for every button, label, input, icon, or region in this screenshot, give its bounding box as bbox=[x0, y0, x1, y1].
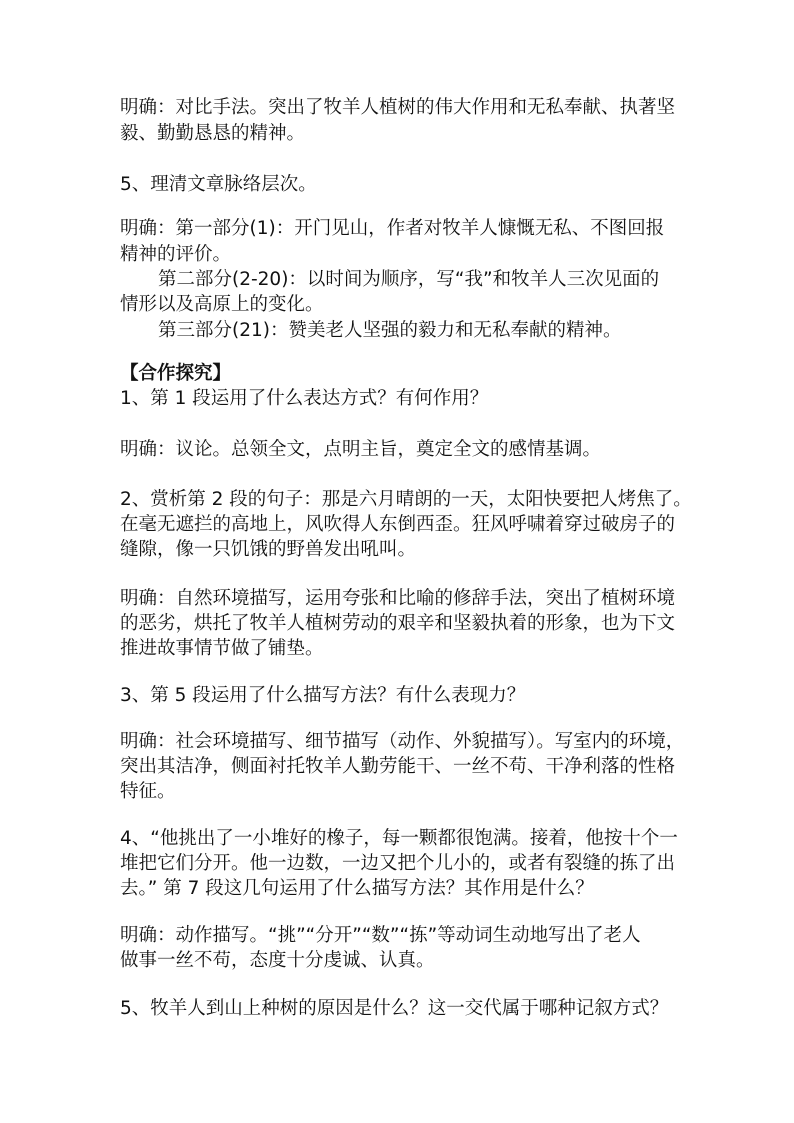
question-line: 4、“他挑出了一小堆好的橡子，每一颗都很饱满。接着，他按十个一 bbox=[120, 828, 678, 849]
answer-line: 第三部分(21)：赞美老人坚强的毅力和无私奉献的精神。 bbox=[158, 320, 622, 341]
question-line: 在毫无遮拦的高地上，风吹得人东倒西歪。狂风呼啸着穿过破房子的 bbox=[120, 514, 676, 535]
answer-line: 的恶劣，烘托了牧羊人植树劳动的艰辛和坚毅执着的形象，也为下文 bbox=[120, 613, 676, 634]
answer-line: 情形以及高原上的变化。 bbox=[120, 294, 324, 315]
question-line: 缝隙，像一只饥饿的野兽发出吼叫。 bbox=[120, 539, 417, 560]
answer-line: 明确：自然环境描写，运用夸张和比喻的修辞手法，突出了植树环境 bbox=[120, 588, 676, 609]
answer-line: 明确：社会环境描写、细节描写（动作、外貌描写）。写室内的环境， bbox=[120, 731, 685, 752]
answer-line: 明确：对比手法。突出了牧羊人植树的伟大作用和无私奉献、执著坚 bbox=[120, 97, 676, 118]
section-heading: 【合作探究】 bbox=[120, 363, 232, 384]
answer-line: 特征。 bbox=[120, 781, 176, 802]
question-line: 堆把它们分开。他一边数，一边又把个儿小的，或者有裂缝的拣了出 bbox=[120, 853, 676, 874]
question-line: 5、理清文章脉络层次。 bbox=[120, 174, 317, 195]
question-line: 5、牧羊人到山上种树的原因是什么？这一交代属于哪种记叙方式？ bbox=[120, 998, 669, 1019]
question-line: 1、第 1 段运用了什么表达方式？有何作用？ bbox=[120, 388, 489, 409]
question-line: 2、赏析第 2 段的句子：那是六月晴朗的一天，太阳快要把人烤焦了。 bbox=[120, 489, 692, 510]
question-line: 去。” 第 7 段这几句运用了什么描写方法？其作用是什么？ bbox=[120, 878, 594, 899]
answer-line: 做事一丝不苟，态度十分虔诚、认真。 bbox=[120, 950, 435, 971]
answer-line: 推进故事情节做了铺垫。 bbox=[120, 638, 324, 659]
answer-line: 精神的评价。 bbox=[120, 244, 232, 265]
answer-line: 毅、勤勤恳恳的精神。 bbox=[120, 123, 306, 144]
answer-line: 明确：议论。总领全文，点明主旨，奠定全文的感情基调。 bbox=[120, 439, 602, 460]
answer-line: 第二部分(2-20)：以时间为顺序，写“我”和牧羊人三次见面的 bbox=[158, 269, 660, 290]
answer-line: 明确：动作描写。“挑”“分开”“数”“拣”等动词生动地写出了老人 bbox=[120, 925, 641, 946]
answer-line: 明确：第一部分(1)：开门见山，作者对牧羊人慷慨无私、不图回报 bbox=[120, 218, 665, 239]
question-line: 3、第 5 段运用了什么描写方法？有什么表现力？ bbox=[120, 685, 526, 706]
answer-line: 突出其洁净，侧面衬托牧羊人勤劳能干、一丝不苟、干净利落的性格 bbox=[120, 756, 676, 777]
